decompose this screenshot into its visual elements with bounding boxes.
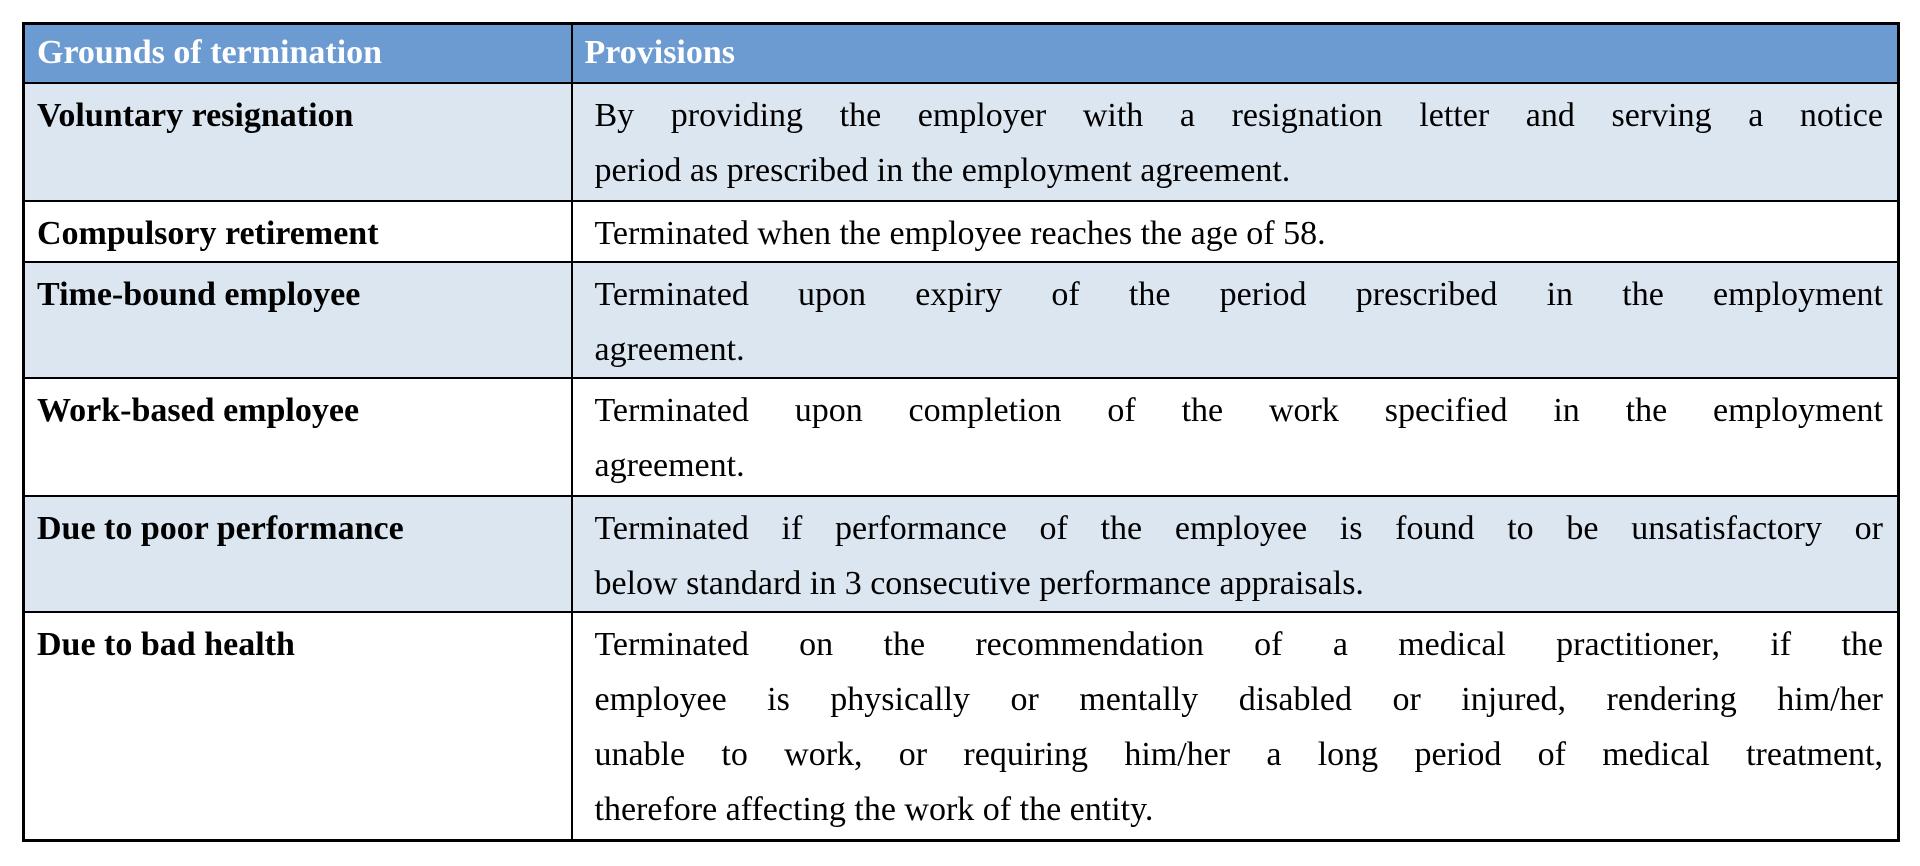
table-row <box>24 496 1899 612</box>
provision-line: unable to work, or requiring him/her a long period of medical treatment, <box>594 736 1883 773</box>
ground-cell: Work-based employee <box>24 378 572 496</box>
provision-line: period as prescribed in the employment agreement. <box>594 152 1291 189</box>
ground-cell: Compulsory retirement <box>24 201 572 262</box>
termination-grounds-table <box>22 22 1900 842</box>
provision-line: Terminated on the recommendation of a medical practitioner, if the <box>594 626 1883 663</box>
ground-cell: Time-bound employee <box>24 262 572 378</box>
table-row <box>24 83 1899 201</box>
provision-line: agreement. <box>594 331 745 368</box>
table-row <box>24 612 1899 840</box>
provision-cell <box>572 83 1899 201</box>
column-header-provisions: Provisions <box>572 24 1899 84</box>
provision-line: Terminated upon expiry of the period prescribed in the employment <box>594 276 1883 313</box>
table-row <box>24 201 1899 262</box>
header-row <box>24 24 1899 84</box>
provision-cell <box>572 612 1899 840</box>
provision-line: Terminated if performance of the employee is found to be unsatisfactory or <box>594 510 1883 547</box>
ground-cell: Voluntary resignation <box>24 83 572 201</box>
table-row <box>24 378 1899 496</box>
provision-line: By providing the employer with a resignation letter and serving a notice <box>594 97 1883 134</box>
column-header-grounds: Grounds of termination <box>24 24 572 84</box>
provision-line: Terminated when the employee reaches the age of 58. <box>594 215 1326 252</box>
table-row <box>24 262 1899 378</box>
provision-line: therefore affecting the work of the entity. <box>594 791 1154 828</box>
ground-cell: Due to bad health <box>24 612 572 840</box>
provision-cell <box>572 201 1899 262</box>
provision-line: employee is physically or mentally disabled or injured, rendering him/her <box>594 681 1883 718</box>
provision-line: below standard in 3 consecutive performance appraisals. <box>594 565 1364 602</box>
provision-line: Terminated upon completion of the work specified in the employment <box>594 392 1883 429</box>
provision-cell <box>572 378 1899 496</box>
provision-cell <box>572 496 1899 612</box>
ground-cell: Due to poor performance <box>24 496 572 612</box>
provision-line: agreement. <box>594 447 745 484</box>
provision-cell <box>572 262 1899 378</box>
